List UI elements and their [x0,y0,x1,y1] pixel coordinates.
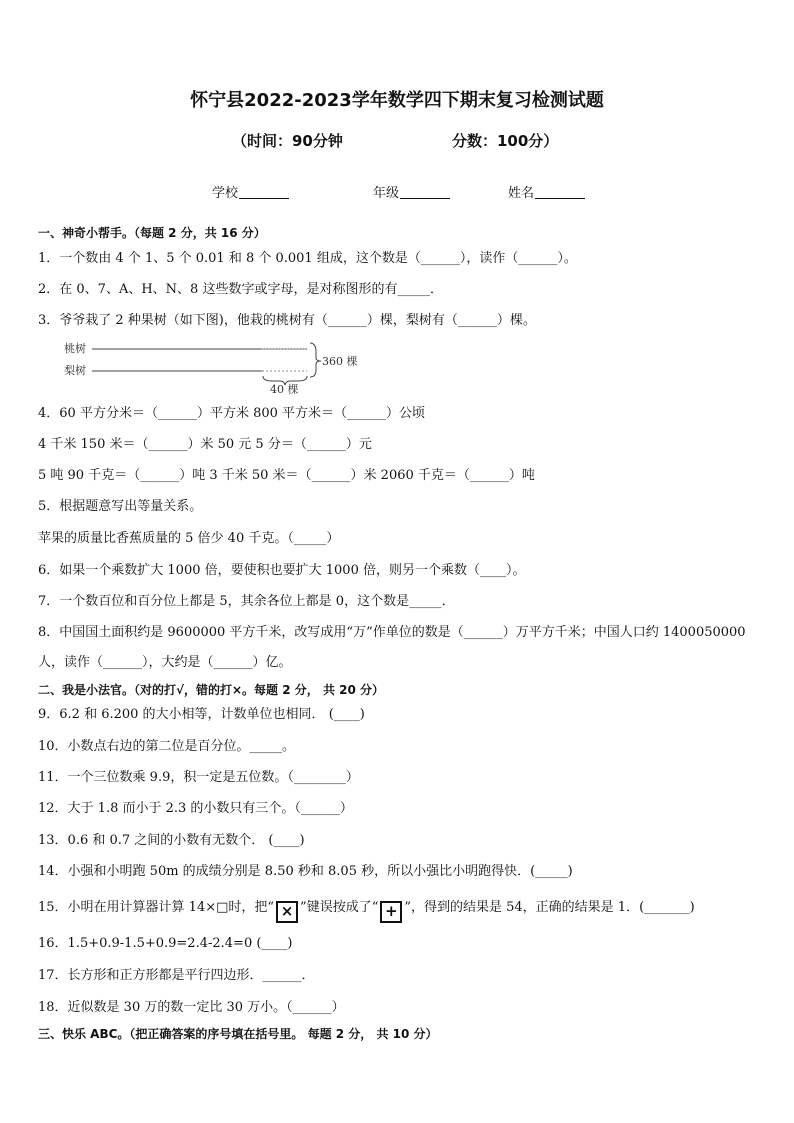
name-field[interactable] [508,182,585,201]
section-2-heading: 二、我是小法官。（对的打√，错的打×。每题 2 分， 共 20 分） [38,683,384,697]
question-1: 1．一个数由 4 个 1、5 个 0.01 和 8 个 0.001 组成，这个数是（______），读作（______）。 [38,251,577,266]
question-6: 6．如果一个乘数扩大 1000 倍，要使积也要扩大 1000 倍，则另一个乘数（____）。 [38,563,526,578]
grade-label: 年级 [373,186,400,201]
question-14: 14．小强和小明跑 50m 的成绩分别是 8.50 秒和 8.05 秒，所以小强比小明跑得快．(_____) [38,864,573,879]
plus-key-icon: + [380,901,402,923]
question-8-line-2: 人，读作（______），大约是（______）亿。 [38,655,292,670]
section-3-heading: 三、快乐 ABC。（把正确答案的序号填在括号里。 每题 2 分， 共 10 分） [38,1027,438,1041]
question-8-line-1: 8．中国国土面积约是 9600000 平方千米，改写成用“万”作单位的数是（______）万平方千米；中国人口约 1400050000 [38,625,746,640]
question-4-line-2: 4 千米 150 米＝（______）米 50 元 5 分＝（______）元 [38,437,372,452]
question-5-detail: 苹果的质量比香蕉质量的 5 倍少 40 千克。（_____） [38,531,340,546]
multiply-key-icon: × [276,901,298,923]
question-4-line-1: 4．60 平方分米＝（______）平方米 800 平方米＝（______）公顷 [38,406,426,421]
question-3: 3．爷爷栽了 2 种果树（如下图)，他栽的桃树有（______）棵，梨树有（______）棵。 [38,313,536,328]
grade-field[interactable] [373,182,450,201]
tree-diagram [62,340,362,396]
question-5: 5．根据题意写出等量关系。 [38,499,203,514]
total-brace [310,343,321,377]
question-9: 9．6.2 和 6.200 的大小相等，计数单位也相同． (____) [38,707,365,722]
page-title: 怀宁县2022-2023学年数学四下期末复习检测试题 [190,90,604,111]
section-1-heading: 一、神奇小帮手。（每题 2 分，共 16 分） [38,226,266,240]
question-4-line-3: 5 吨 90 千克＝（______）吨 3 千米 50 米＝（______）米 2060 千克＝（______）吨 [38,468,535,483]
school-label: 学校 [212,186,239,201]
question-15 [38,900,695,923]
question-15-pre: 15．小明在用计算器计算 14×□时，把“ [38,900,275,915]
diagram-total: 360 棵 [322,355,358,368]
question-10: 10．小数点右边的第二位是百分位。_____。 [38,739,296,754]
question-2: 2．在 0、7、A、H、N、8 这些数字或字母，是对称图形的有_____． [38,282,443,297]
question-15-post: ”，得到的结果是 54，正确的结果是 1．(_______) [404,900,695,915]
question-15-mid: ”键误按成了“ [300,900,379,915]
exam-time: （时间：90分钟 [232,132,343,150]
question-17: 17．长方形和正方形都是平行四边形．______． [38,968,315,983]
diagram-label-pear: 梨树 [64,364,86,377]
school-field[interactable] [212,182,289,201]
question-11: 11．一个三位数乘 9.9，积一定是五位数。（________） [38,770,359,785]
question-16: 16．1.5+0.9-1.5+0.9=2.4-2.4=0 (____) [38,936,293,951]
question-18: 18．近似数是 30 万的数一定比 30 万小。（______） [38,1000,345,1015]
name-label: 姓名 [508,186,535,201]
diagram-label-peach: 桃树 [64,342,86,355]
question-7: 7．一个数百位和百分位上都是 5，其余各位上都是 0，这个数是_____． [38,594,455,609]
exam-score: 分数：100分） [452,132,559,150]
question-12: 12．大于 1.8 而小于 2.3 的小数只有三个。（______） [38,801,353,816]
diagram-diff: 40 棵 [270,383,299,396]
question-13: 13．0.6 和 0.7 之间的小数有无数个． (____) [38,833,305,848]
